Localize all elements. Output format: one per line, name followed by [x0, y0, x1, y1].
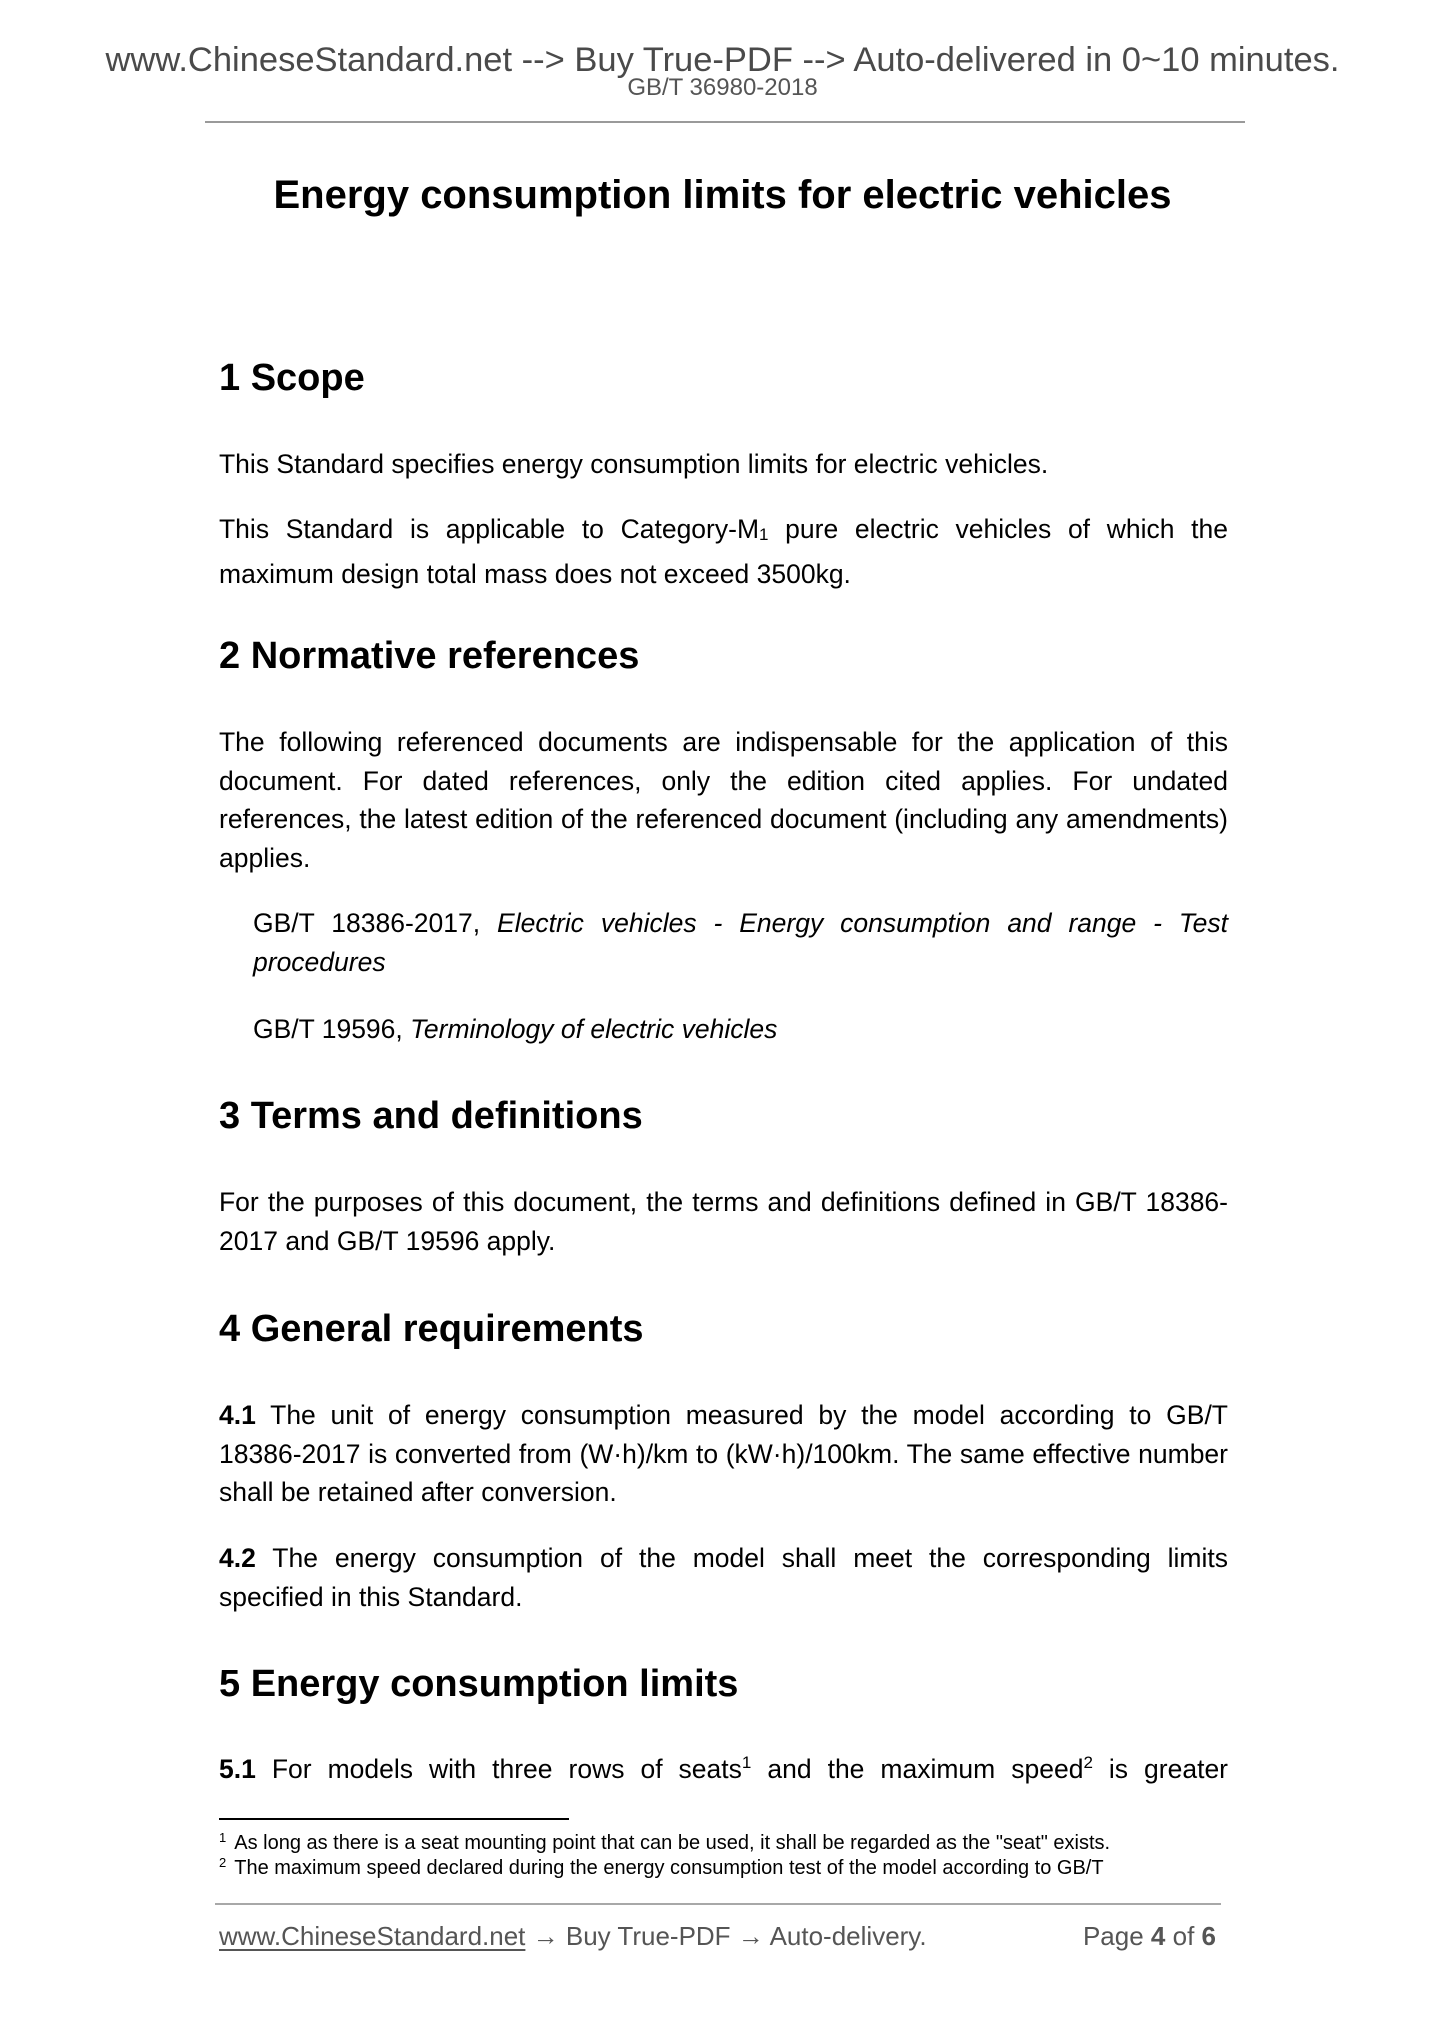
reference-code: GB/T 19596, — [253, 1014, 411, 1044]
section-heading-terms: 3 Terms and definitions — [219, 1095, 643, 1137]
footer-divider — [215, 1903, 1221, 1905]
footnote-mark: 2 — [219, 1855, 227, 1870]
document-title: Energy consumption limits for electric vehicles — [273, 173, 1172, 217]
clause-number: 4.2 — [219, 1543, 256, 1573]
clause-text: For models with three rows of seats — [255, 1754, 742, 1784]
footnote-1 — [219, 1831, 1229, 1856]
clause-text: The energy consumption of the model shall meet the corresponding limits specified in this Standard. — [219, 1543, 1228, 1612]
subscript: 1 — [759, 525, 769, 544]
footnote-mark: 1 — [219, 1830, 227, 1845]
footer-site-link[interactable]: www.ChineseStandard.net — [219, 1921, 526, 1951]
footnote-text: As long as there is a seat mounting point that can be used, it shall be regarded as the "seat" exists. — [234, 1832, 1111, 1854]
footnote-text: The maximum speed declared during the energy consumption test of the model according to GB/T — [234, 1857, 1104, 1879]
section-heading-limits: 5 Energy consumption limits — [219, 1663, 739, 1705]
page-of: of — [1165, 1921, 1202, 1951]
scope-p2-text-cont: pure electric vehicles of which the maximum design total mass does not exceed 3500kg. — [219, 514, 1228, 589]
clause-text: is greater — [1092, 1754, 1229, 1784]
reference-title: Electric vehicles - Energy consumption and range - Test procedures — [253, 908, 1228, 977]
footer-text: → Buy True-PDF → Auto-delivery. — [525, 1921, 927, 1951]
reference-code: GB/T 18386-2017, — [253, 908, 498, 938]
page-total: 6 — [1201, 1921, 1216, 1951]
footnote-divider — [219, 1818, 569, 1820]
terms-paragraph: For the purposes of this document, the terms and definitions defined in GB/T 18386-2017 and GB/T 19596 apply. — [219, 1187, 1228, 1256]
scope-p2-text: This Standard is applicable to Category-M — [219, 514, 760, 544]
clause-5-1 — [219, 1750, 1228, 1789]
page-indicator — [1083, 1920, 1216, 1952]
clause-4-1 — [219, 1396, 1228, 1512]
header-divider — [205, 121, 1245, 123]
standard-code: GB/T 36980-2018 — [627, 74, 818, 101]
page-footer — [219, 1920, 1219, 1952]
page-label: Page — [1082, 1921, 1151, 1951]
reference-item — [253, 1010, 1228, 1049]
clause-number: 5.1 — [219, 1754, 256, 1784]
clause-number: 4.1 — [219, 1400, 256, 1430]
section-heading-scope: 1 Scope — [219, 357, 365, 399]
reference-title: Terminology of electric vehicles — [410, 1014, 778, 1044]
clause-4-2 — [219, 1539, 1228, 1616]
header-banner: www.ChineseStandard.net --> Buy True-PDF --> Auto-delivered in 0~10 minutes. — [105, 41, 1340, 79]
scope-paragraph-2 — [219, 510, 1228, 593]
normative-paragraph: The following referenced documents are indispensable for the application of this document. For dated references, only the edition cited applies. For undated references, the latest edition of the referenced document (including any amendments) applies. — [219, 727, 1228, 873]
scope-paragraph-1: This Standard specifies energy consumption limits for electric vehicles. — [219, 449, 1049, 479]
footnote-ref-2[interactable]: 2 — [1083, 1753, 1093, 1772]
section-heading-general: 4 General requirements — [219, 1308, 644, 1350]
reference-item — [253, 904, 1228, 981]
clause-text: and the maximum speed — [751, 1754, 1084, 1784]
footnote-2 — [219, 1856, 1229, 1881]
footnote-ref-1[interactable]: 1 — [741, 1753, 752, 1772]
section-heading-normative: 2 Normative references — [219, 635, 640, 677]
clause-text: The unit of energy consumption measured by the model according to GB/T 18386-2017 is converted from (W·h)/km to (kW·h)/100km. The same effective number shall be retained after conversion. — [219, 1400, 1228, 1507]
page-current: 4 — [1150, 1921, 1166, 1951]
